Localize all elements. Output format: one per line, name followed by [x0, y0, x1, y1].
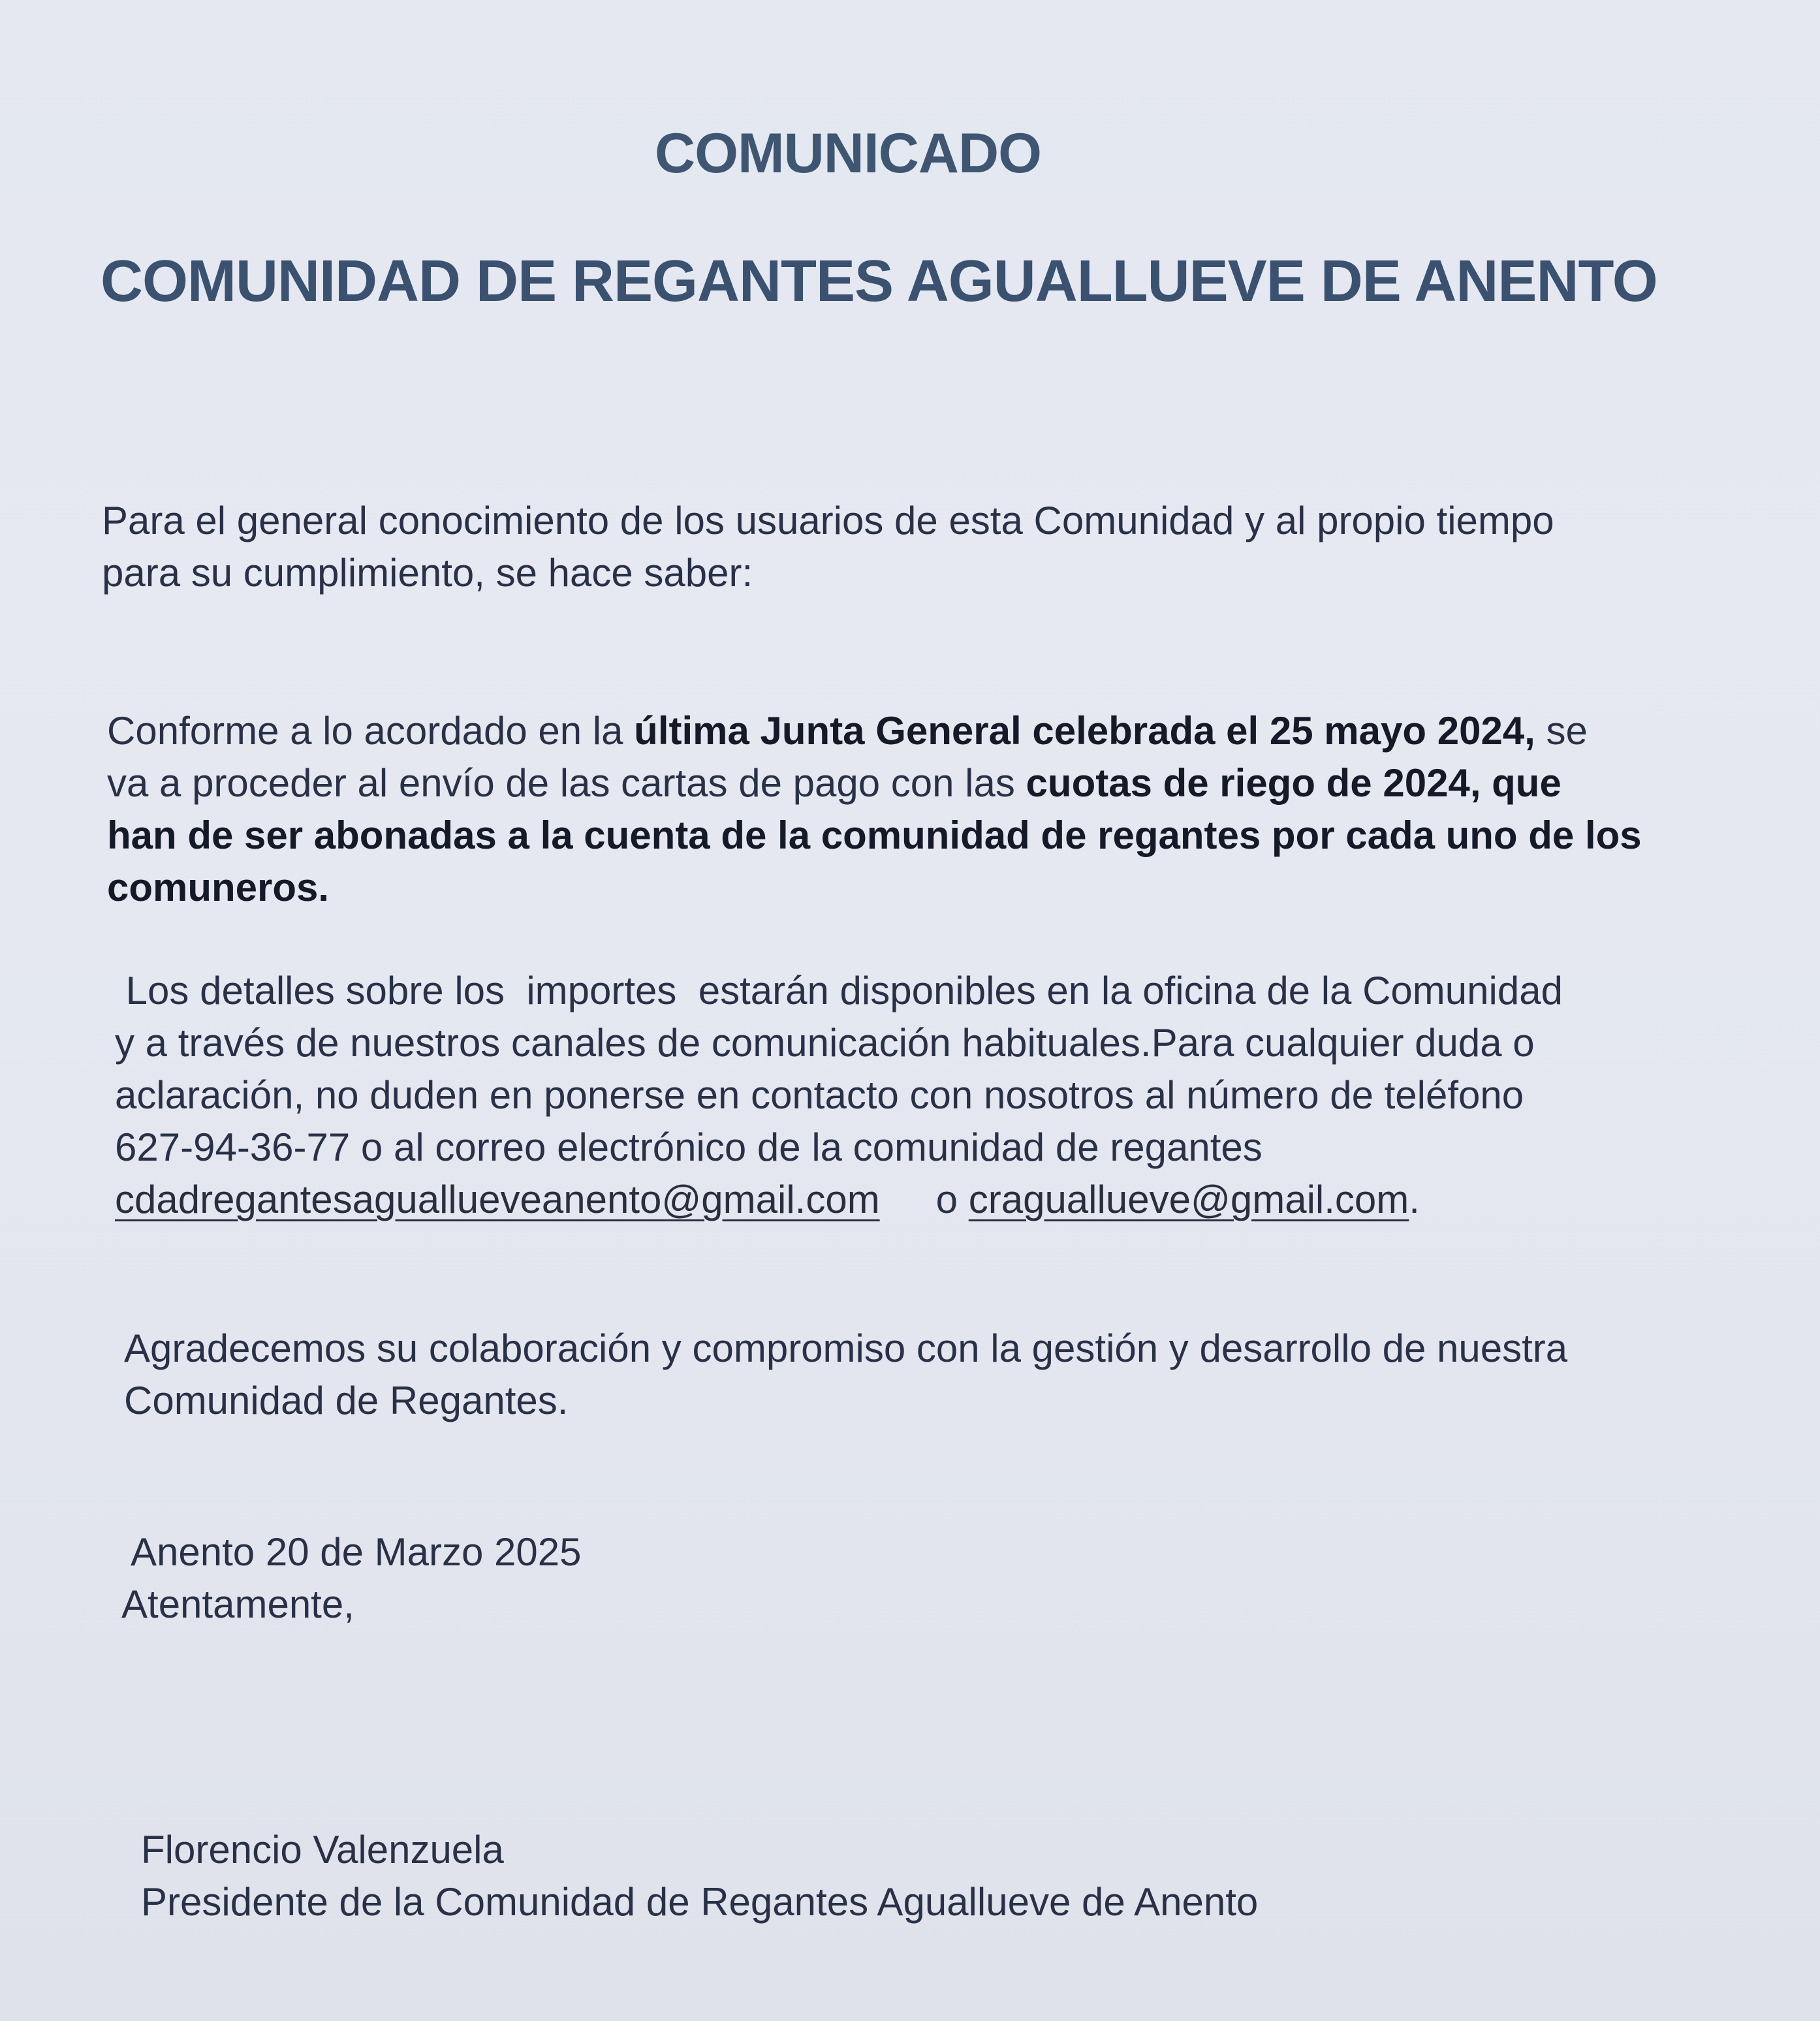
email-line-end: .: [1409, 1178, 1420, 1221]
date-line: Anento 20 de Marzo 2025: [131, 1530, 582, 1574]
date-closing: [121, 1526, 1763, 1631]
email-connector: o: [935, 1178, 958, 1221]
payment-bold-text: comuneros.: [107, 866, 330, 909]
closing-line: Atentamente,: [121, 1582, 354, 1626]
payment-paragraph: [107, 705, 1739, 914]
thanks-line: Agradecemos su colaboración y compromiso con la gestión y desarrollo de nuestra: [124, 1326, 1568, 1370]
details-line: aclaración, no duden en ponerse en contacto con nosotros al número de teléfono: [115, 1073, 1524, 1117]
email-line: [115, 1174, 1747, 1226]
payment-text: se: [1535, 709, 1588, 753]
details-line: y a través de nuestros canales de comunicación habituales.Para cualquier duda o: [115, 1021, 1535, 1065]
payment-line: [107, 757, 1739, 809]
intro-paragraph: [102, 495, 1734, 599]
payment-line: [107, 809, 1739, 862]
payment-bold-text: cuotas de riego de 2024, que: [1026, 761, 1561, 805]
intro-line: Para el general conocimiento de los usuarios de esta Comunidad y al propio tiempo: [102, 499, 1554, 542]
signer-name: Florencio Valenzuela: [141, 1828, 504, 1872]
details-line: Los detalles sobre los importes estarán disponibles en la oficina de la Comunidad: [115, 969, 1563, 1012]
signer-role: Presidente de la Comunidad de Regantes Aguallueve de Anento: [141, 1880, 1259, 1924]
payment-text: Conforme a lo acordado en la: [107, 709, 635, 753]
payment-line: [107, 705, 1739, 757]
notice-subtitle: COMUNIDAD DE REGANTES AGUALLUEVE DE ANENTO: [101, 249, 1657, 314]
thanks-paragraph: [124, 1323, 1756, 1427]
payment-bold-text: han de ser abonadas a la cuenta de la comunidad de regantes por cada uno de los: [107, 813, 1642, 857]
payment-bold-text: última Junta General celebrada el 25 mayo 2024,: [634, 709, 1535, 753]
thanks-line: Comunidad de Regantes.: [124, 1379, 569, 1422]
notice-title: COMUNICADO: [655, 122, 1041, 185]
email-link-secondary[interactable]: craguallueve@gmail.com: [968, 1178, 1409, 1221]
payment-line: [107, 862, 1739, 914]
intro-line: para su cumplimiento, se hace saber:: [102, 551, 753, 595]
details-line: 627-94-36-77 o al correo electrónico de la comunidad de regantes: [115, 1125, 1263, 1169]
email-link-primary[interactable]: cdadregantesaguallueveanento@gmail.com: [115, 1178, 880, 1221]
details-paragraph: [115, 965, 1747, 1226]
signature-block: [141, 1824, 1773, 1928]
payment-text: va a proceder al envío de las cartas de pago con las: [107, 761, 1026, 805]
